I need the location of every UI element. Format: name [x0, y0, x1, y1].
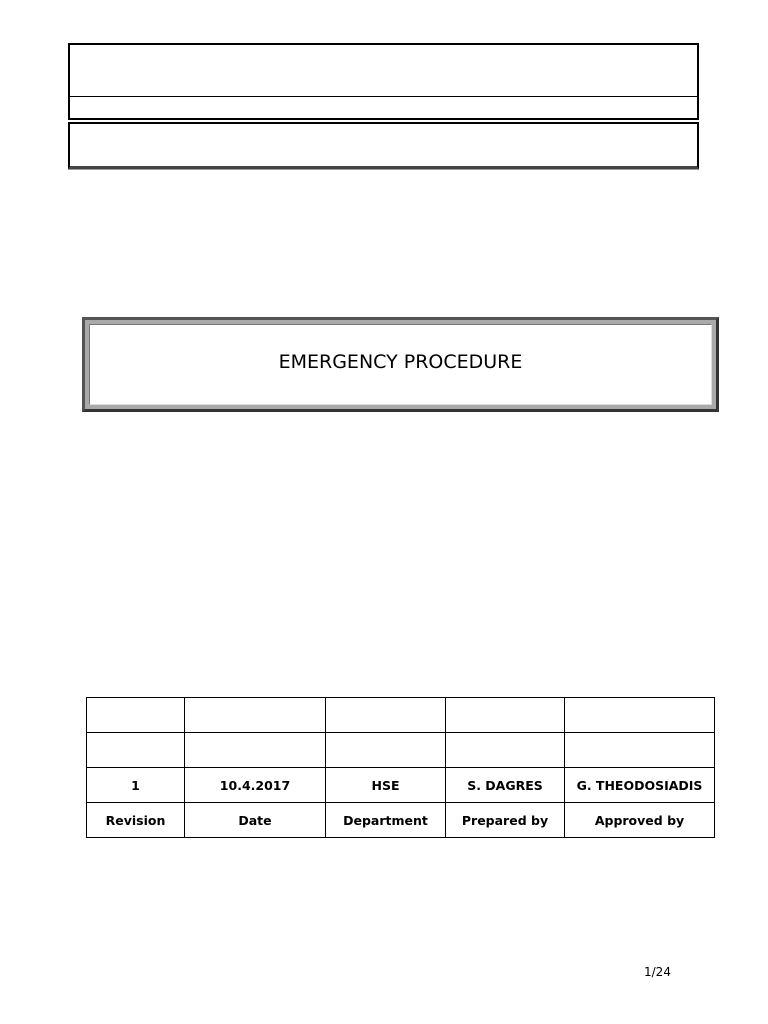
table-row — [87, 698, 715, 733]
column-label-revision: Revision — [87, 803, 185, 838]
table-cell — [326, 698, 446, 733]
table-cell — [446, 698, 565, 733]
header-title-box — [68, 122, 699, 169]
prepared-by-cell: S. DAGRES — [446, 768, 565, 803]
table-cell — [446, 733, 565, 768]
document-header — [68, 43, 699, 168]
page-number: 1/24 — [644, 965, 671, 979]
header-info-box — [68, 96, 699, 120]
column-label-date: Date — [185, 803, 326, 838]
table-row — [87, 733, 715, 768]
document-title: EMERGENCY PROCEDURE — [278, 350, 523, 373]
revision-table — [86, 697, 715, 838]
table-cell — [87, 698, 185, 733]
table-cell — [185, 733, 326, 768]
department-cell: HSE — [326, 768, 446, 803]
header-logo-box — [68, 43, 699, 98]
table-row — [87, 768, 715, 803]
document-title-inner — [89, 324, 712, 405]
approved-by-cell: G. THEODOSIADIS — [565, 768, 715, 803]
column-label-approved-by: Approved by — [565, 803, 715, 838]
column-label-prepared-by: Prepared by — [446, 803, 565, 838]
document-title-frame — [82, 317, 719, 412]
table-cell — [326, 733, 446, 768]
column-label-department: Department — [326, 803, 446, 838]
revision-number-cell: 1 — [87, 768, 185, 803]
table-header-row — [87, 803, 715, 838]
table-cell — [565, 733, 715, 768]
revision-date-cell: 10.4.2017 — [185, 768, 326, 803]
table-cell — [565, 698, 715, 733]
table-cell — [185, 698, 326, 733]
table-cell — [87, 733, 185, 768]
